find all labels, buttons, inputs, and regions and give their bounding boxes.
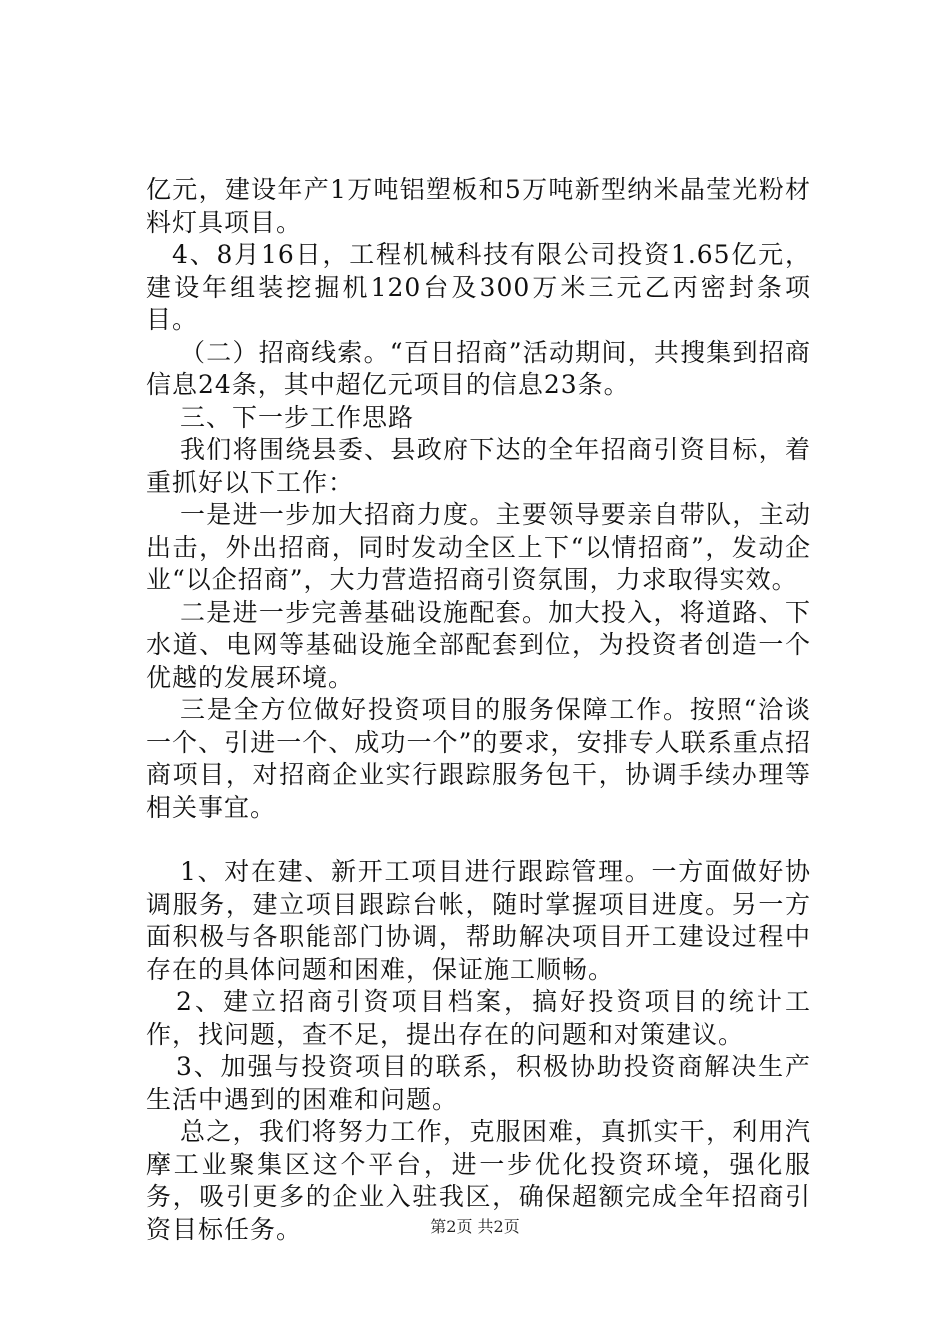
- paragraph-point-one: 一是进一步加大招商力度。主要领导要亲自带队，主动出击，外出招商，同时发动全区上下“以情招商”，发动企业“以企招商”，大力营造招商引资氛围，力求取得实效。: [146, 500, 811, 594]
- paragraph-item-2: 2、建立招商引资项目档案，搞好投资项目的统计工作，找问题，查不足，提出存在的问题和对策建议。: [146, 987, 811, 1049]
- document-body: [146, 174, 811, 1246]
- paragraph-item-4: 4、8月16日，工程机械科技有限公司投资1.65亿元，建设年组装挖掘机120台及300万米三元乙丙密封条项目。: [146, 240, 811, 334]
- paragraph-point-three: 三是全方位做好投资项目的服务保障工作。按照“洽谈一个、引进一个、成功一个”的要求，安排专人联系重点招商项目，对招商企业实行跟踪服务包干，协调手续办理等相关事宜。: [146, 695, 811, 822]
- page-number: 第2页 共2页: [430, 1217, 520, 1236]
- paragraph-investment-leads: （二）招商线索。“百日招商”活动期间，共搜集到招商信息24条，其中超亿元项目的信息23条。: [146, 337, 811, 399]
- paragraph-point-two: 二是进一步完善基础设施配套。加大投入，将道路、下水道、电网等基础设施全部配套到位，为投资者创造一个优越的发展环境。: [146, 597, 811, 692]
- paragraph-intro: 我们将围绕县委、县政府下达的全年招商引资目标，着重抓好以下工作：: [146, 435, 811, 497]
- page-footer: [0, 1217, 950, 1237]
- paragraph-conclusion: 总之，我们将努力工作，克服困难，真抓实干，利用汽摩工业聚集区这个平台，进一步优化投资环境，强化服务，吸引更多的企业入驻我区，确保超额完成全年招商引资目标任务。: [146, 1117, 811, 1244]
- paragraph-continuation: 亿元，建设年产1万吨铝塑板和5万吨新型纳米晶莹光粉材料灯具项目。: [146, 175, 811, 237]
- paragraph-item-3: 3、加强与投资项目的联系，积极协助投资商解决生产生活中遇到的困难和问题。: [146, 1052, 811, 1114]
- section-heading-next-steps: 三、下一步工作思路: [180, 402, 415, 432]
- paragraph-item-1: 1、对在建、新开工项目进行跟踪管理。一方面做好协调服务，建立项目跟踪台帐，随时掌握项目进度。另一方面积极与各职能部门协调，帮助解决项目开工建设过程中存在的具体问题和困难，保证施工顺畅。: [146, 857, 811, 984]
